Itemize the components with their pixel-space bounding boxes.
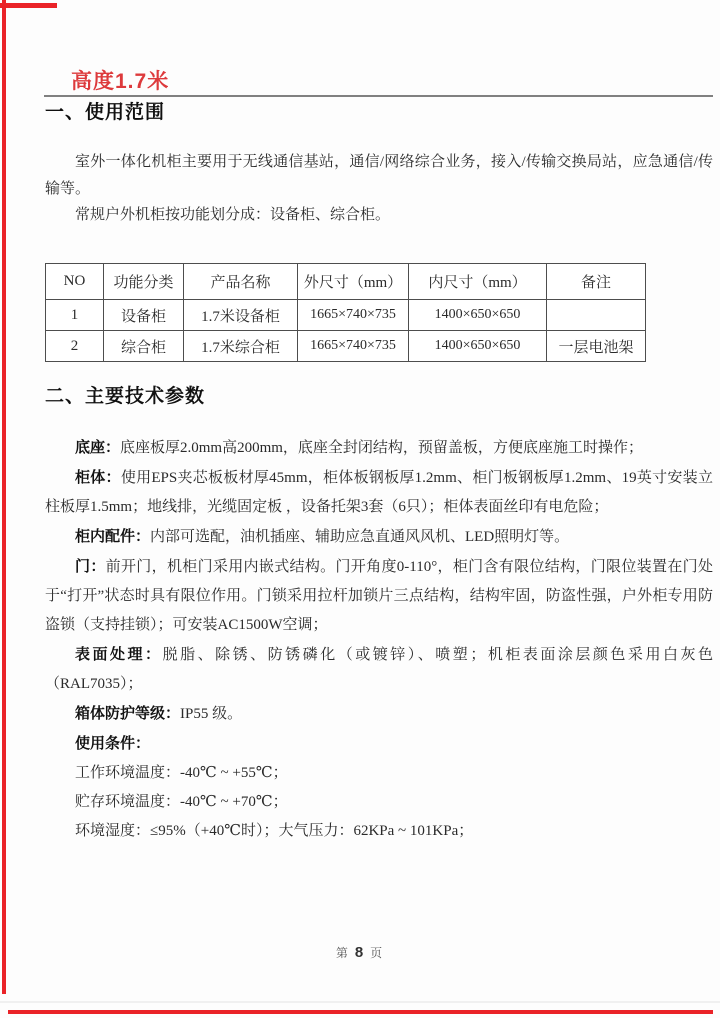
red-frame-top — [0, 3, 57, 8]
table-header-row — [46, 264, 646, 300]
footer-prefix: 第 — [335, 946, 350, 960]
section1-title: 一、使用范围 — [45, 102, 166, 123]
spec-label: 使用条件： — [75, 735, 151, 752]
spec-text: 前开门，机柜门采用内嵌式结构。门开角度0-110°，柜门含有限位结构，门限位装置在门处于“打开”状态时具有限位作用。门锁采用拉杆加锁片三点结构，结构牢固，防盗性强，户外柜专用防盗锁（支持挂锁）；可安装AC1500W空调； — [45, 559, 713, 633]
spec-label: 箱体防护等级： — [75, 705, 181, 722]
section-divider — [44, 95, 713, 97]
table-cell: 1 — [46, 300, 104, 331]
spec-paragraph — [45, 552, 713, 640]
spec-label: 柜内配件： — [75, 528, 151, 545]
spec-text: 脱脂、除锈、防锈磷化（或镀锌）、喷塑；机柜表面涂层颜色采用白灰色（RAL7035）； — [45, 647, 713, 692]
table-header-cell: NO — [46, 264, 104, 300]
table-cell — [547, 300, 646, 331]
spec-text: 环境湿度：≤95%（+40℃时）；大气压力：62KPa ~ 101KPa； — [75, 823, 474, 839]
table-cell: 设备柜 — [104, 300, 184, 331]
table-header-cell: 备注 — [547, 264, 646, 300]
table-cell: 1400×650×650 — [409, 331, 547, 362]
table-header-cell: 外尺寸（mm） — [298, 264, 409, 300]
classification-paragraph: 常规户外机柜按功能划分成：设备柜、综合柜。 — [75, 207, 391, 223]
spec-text: 底座板厚2.0mm高200mm，底座全封闭结构，预留盖板，方便底座施工时操作； — [120, 440, 643, 456]
table-cell: 1400×650×650 — [409, 300, 547, 331]
table-cell: 1.7米设备柜 — [184, 300, 298, 331]
table-cell: 1665×740×735 — [298, 300, 409, 331]
spec-paragraph — [45, 463, 713, 522]
table-cell: 2 — [46, 331, 104, 362]
technical-parameters — [45, 433, 713, 846]
spec-paragraph — [45, 817, 713, 846]
spec-text: 内部可选配，油机插座、辅助应急直通风风机、LED照明灯等。 — [150, 529, 570, 545]
table-cell: 一层电池架 — [547, 331, 646, 362]
product-spec-table — [45, 263, 646, 362]
red-frame-bottom — [8, 1010, 713, 1014]
spec-text: 贮存环境温度：-40℃ ~ +70℃； — [75, 794, 288, 810]
spec-paragraph — [45, 433, 713, 463]
table-header-cell: 功能分类 — [104, 264, 184, 300]
spec-label: 柜体： — [75, 469, 121, 486]
table-cell: 1665×740×735 — [298, 331, 409, 362]
spec-paragraph — [45, 699, 713, 729]
spec-paragraph — [45, 759, 713, 788]
usage-paragraph: 室外一体化机柜主要用于无线通信基站，通信/网络综合业务，接入/传输交换局站，应急通信/传输等。 — [45, 154, 713, 197]
table-row — [46, 300, 646, 331]
footer-suffix: 页 — [370, 946, 385, 960]
section2-title: 二、主要技术参数 — [45, 386, 206, 407]
spec-text: 工作环境温度：-40℃ ~ +55℃； — [75, 765, 288, 781]
spec-label: 底座： — [75, 439, 121, 456]
page-footer — [0, 944, 720, 961]
spec-label: 表面处理： — [75, 646, 163, 663]
spec-label: 门： — [75, 558, 106, 575]
spec-text: 使用EPS夹芯板板材厚45mm，柜体板钢板厚1.2mm、柜门板钢板厚1.2mm、19英寸安装立柱板厚1.5mm；地线排，光缆固定板 ，设备托架3套（6只）；柜体表面丝印有电危险； — [45, 470, 713, 515]
table-header-cell: 内尺寸（mm） — [409, 264, 547, 300]
spec-paragraph — [45, 788, 713, 817]
table-cell: 1.7米综合柜 — [184, 331, 298, 362]
spec-paragraph — [45, 640, 713, 699]
red-frame-left — [2, 0, 6, 994]
spec-paragraph — [45, 522, 713, 552]
table-row — [46, 331, 646, 362]
table-cell: 综合柜 — [104, 331, 184, 362]
page-edge-shadow — [0, 1001, 720, 1003]
spec-paragraph — [45, 729, 713, 759]
spec-text: IP55 级。 — [180, 706, 243, 722]
footer-page-number: 8 — [354, 944, 366, 961]
table-header-cell: 产品名称 — [184, 264, 298, 300]
height-annotation: 高度1.7米 — [71, 70, 170, 93]
